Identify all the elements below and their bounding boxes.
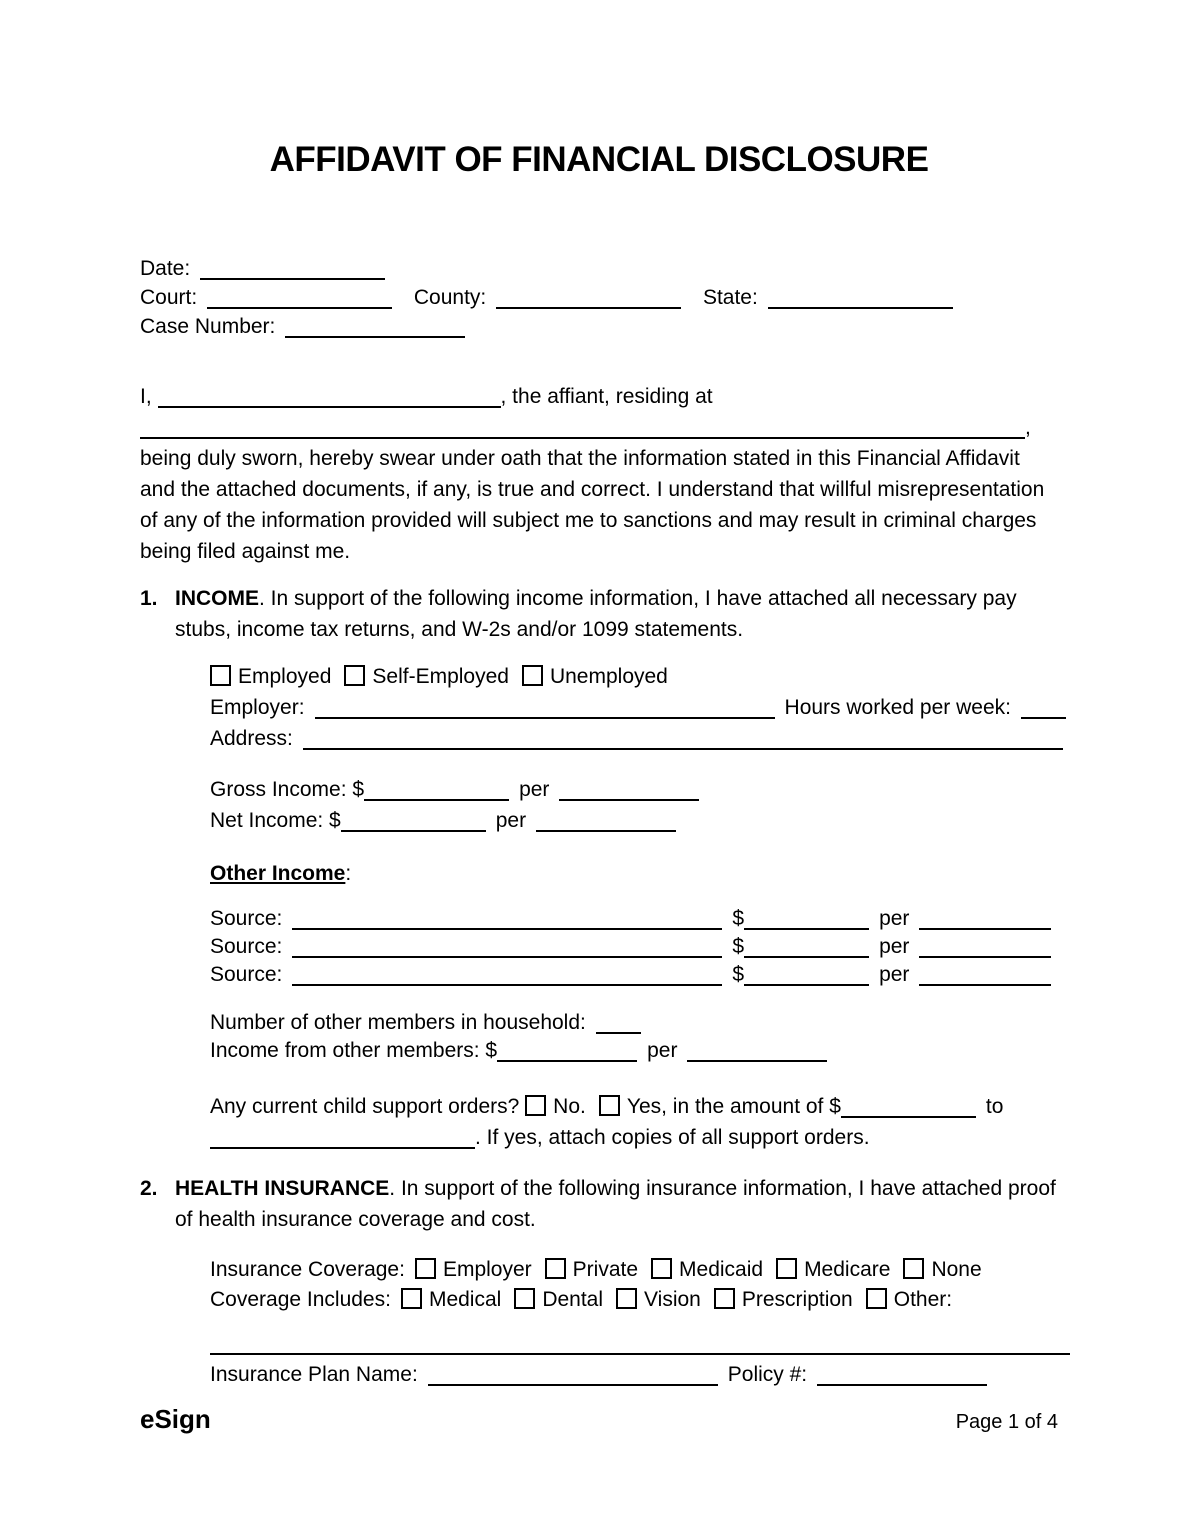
coverage-employer-checkbox[interactable]	[415, 1258, 436, 1279]
unemployed-label: Unemployed	[549, 665, 668, 688]
county-label: County:	[413, 286, 487, 309]
case-number-row	[140, 312, 1058, 341]
affiant-intro-prefix: I,	[140, 385, 152, 408]
page-indicator: Page 1 of 4	[955, 1411, 1058, 1433]
insurance-section	[140, 1173, 1058, 1390]
child-support-if-yes-text: . If yes, attach copies of all support orders.	[475, 1126, 870, 1149]
source-1-dollar: $	[732, 907, 745, 930]
state-label: State:	[702, 286, 758, 309]
insurance-plan-row	[210, 1359, 1070, 1390]
coverage-medicare-label: Medicare	[804, 1258, 891, 1281]
hours-per-week-label: Hours worked per week:	[784, 696, 1011, 719]
child-support-no-checkbox[interactable]	[525, 1095, 546, 1116]
source-1-per-label: per	[879, 907, 910, 930]
source-1-amount-blank[interactable]	[744, 908, 869, 930]
insurance-section-body	[175, 1173, 1070, 1390]
income-section-description: . In support of the following income information, I have attached all necessary pay stubs, income tax returns, and W-2s and/or 1099 statements.	[175, 587, 1017, 641]
source-2-amount-blank[interactable]	[744, 936, 869, 958]
source-3-label: Source:	[210, 963, 283, 986]
includes-other-label: Other:	[893, 1288, 953, 1311]
coverage-medicare-checkbox[interactable]	[776, 1258, 797, 1279]
insurance-section-heading	[175, 1173, 1070, 1235]
affiant-intro-suffix: , the affiant, residing at	[500, 385, 713, 408]
coverage-includes-label: Coverage Includes:	[210, 1288, 391, 1311]
child-support-yes-label: Yes, in the amount of $	[626, 1095, 841, 1118]
employer-label: Employer:	[210, 696, 305, 719]
policy-number-blank[interactable]	[817, 1364, 987, 1386]
case-number-label: Case Number:	[140, 315, 276, 338]
court-blank[interactable]	[207, 287, 392, 309]
insurance-section-number: 2.	[140, 1177, 158, 1200]
includes-dental-checkbox[interactable]	[514, 1288, 535, 1309]
other-coverage-blank[interactable]	[210, 1333, 1070, 1355]
insurance-plan-name-label: Insurance Plan Name:	[210, 1363, 418, 1386]
income-section-heading	[175, 583, 1066, 645]
coverage-medicaid-label: Medicaid	[679, 1258, 764, 1281]
residence-address-blank[interactable]	[140, 417, 1025, 439]
members-income-label: Income from other members: $	[210, 1039, 498, 1062]
includes-vision-label: Vision	[644, 1288, 701, 1311]
income-section-number: 1.	[140, 587, 158, 610]
date-label: Date:	[140, 257, 191, 280]
insurance-section-description: . In support of the following insurance information, I have attached proof of health insurance coverage and cost.	[175, 1177, 1056, 1231]
employed-checkbox[interactable]	[210, 665, 231, 686]
members-income-period-blank[interactable]	[687, 1040, 827, 1062]
source-3-period-blank[interactable]	[919, 964, 1051, 986]
household-block	[210, 1009, 1066, 1065]
page-content	[0, 138, 1183, 1390]
household-members-row	[210, 1009, 1066, 1037]
state-blank[interactable]	[768, 287, 953, 309]
self-employed-checkbox[interactable]	[344, 665, 365, 686]
source-row-1	[210, 905, 1066, 933]
source-3-dollar: $	[732, 963, 745, 986]
net-income-label: Net Income: $	[210, 809, 341, 832]
source-1-name-blank[interactable]	[292, 908, 722, 930]
source-row-2	[210, 933, 1066, 961]
insurance-details	[210, 1255, 1070, 1390]
household-members-label: Number of other members in household:	[210, 1011, 586, 1034]
includes-prescription-checkbox[interactable]	[714, 1288, 735, 1309]
coverage-private-label: Private	[572, 1258, 639, 1281]
affiant-name-blank[interactable]	[158, 386, 501, 408]
coverage-includes-row	[210, 1285, 1070, 1315]
esign-logo: eSign	[140, 1404, 211, 1434]
source-row-3	[210, 961, 1066, 989]
policy-number-label: Policy #:	[727, 1363, 808, 1386]
other-coverage-row	[210, 1329, 1070, 1359]
coverage-none-label: None	[931, 1258, 982, 1281]
employer-row	[210, 692, 1066, 723]
page-footer	[140, 1404, 1058, 1438]
income-section-body	[175, 583, 1066, 1153]
includes-prescription-label: Prescription	[741, 1288, 853, 1311]
gross-income-period-blank[interactable]	[559, 779, 699, 801]
insurance-coverage-row	[210, 1255, 1070, 1285]
hours-per-week-blank[interactable]	[1021, 697, 1066, 719]
source-2-dollar: $	[732, 935, 745, 958]
employer-blank[interactable]	[315, 697, 775, 719]
source-3-name-blank[interactable]	[292, 964, 722, 986]
source-2-per-label: per	[879, 935, 910, 958]
insurance-section-title: HEALTH INSURANCE	[175, 1177, 390, 1200]
income-section	[140, 583, 1058, 1153]
employer-address-row	[210, 723, 1066, 754]
includes-dental-label: Dental	[542, 1288, 604, 1311]
affiant-intro-line	[140, 381, 1058, 412]
court-label: Court:	[140, 286, 198, 309]
employed-label: Employed	[238, 665, 332, 688]
source-3-per-label: per	[879, 963, 910, 986]
child-support-to-label: to	[985, 1095, 1004, 1118]
employment-status-row	[210, 661, 1066, 692]
child-support-yes-checkbox[interactable]	[599, 1095, 620, 1116]
child-support-recipient-blank[interactable]	[210, 1127, 475, 1149]
members-income-amount-blank[interactable]	[497, 1040, 637, 1062]
child-support-no-label: No.	[553, 1095, 586, 1118]
net-income-row	[210, 805, 1066, 836]
includes-vision-checkbox[interactable]	[616, 1288, 637, 1309]
child-support-amount-blank[interactable]	[841, 1096, 976, 1118]
coverage-employer-label: Employer	[442, 1258, 532, 1281]
oath-body-text: being duly sworn, hereby swear under oath that the information stated in this Financial Affidavit and the attached documents, if any, is true and correct. I understand that willful misrepresentation of any of the information provided will subject me to sanctions and may result in criminal charges being filed against me.	[140, 447, 1045, 563]
case-number-blank[interactable]	[285, 316, 465, 338]
includes-medical-checkbox[interactable]	[401, 1288, 422, 1309]
source-2-period-blank[interactable]	[919, 936, 1051, 958]
net-income-per-label: per	[495, 809, 527, 832]
insurance-coverage-label: Insurance Coverage:	[210, 1258, 405, 1281]
gross-income-row	[210, 774, 1066, 805]
employer-address-label: Address:	[210, 727, 293, 750]
source-1-label: Source:	[210, 907, 283, 930]
child-support-question-row	[210, 1091, 1066, 1122]
case-header-fields	[140, 254, 1058, 341]
county-blank[interactable]	[496, 287, 681, 309]
employer-address-blank[interactable]	[303, 728, 1063, 750]
net-income-amount-blank[interactable]	[341, 810, 486, 832]
residence-address-line	[140, 412, 1058, 443]
insurance-plan-name-blank[interactable]	[428, 1364, 718, 1386]
includes-other-checkbox[interactable]	[866, 1288, 887, 1309]
document-title: AFFIDAVIT OF FINANCIAL DISCLOSURE	[269, 140, 929, 179]
source-3-amount-blank[interactable]	[744, 964, 869, 986]
income-section-title: INCOME	[175, 587, 259, 610]
includes-medical-label: Medical	[428, 1288, 502, 1311]
coverage-none-checkbox[interactable]	[903, 1258, 924, 1279]
net-income-period-blank[interactable]	[536, 810, 676, 832]
insurance-coverage-block	[210, 1255, 1070, 1315]
gross-income-label: Gross Income: $	[210, 778, 365, 801]
oath-statement	[140, 381, 1058, 567]
other-income-heading	[210, 858, 1066, 889]
members-income-per-label: per	[647, 1039, 678, 1062]
self-employed-label: Self-Employed	[372, 665, 509, 688]
date-blank[interactable]	[200, 258, 385, 280]
unemployed-checkbox[interactable]	[522, 665, 543, 686]
court-row	[140, 283, 1058, 312]
child-support-question: Any current child support orders?	[210, 1095, 520, 1118]
source-2-label: Source:	[210, 935, 283, 958]
household-members-blank[interactable]	[596, 1012, 641, 1034]
source-1-period-blank[interactable]	[919, 908, 1051, 930]
members-income-row	[210, 1037, 1066, 1065]
other-income-title: Other Income	[210, 862, 346, 885]
other-income-sources	[210, 905, 1066, 989]
child-support-recipient-row	[210, 1122, 1066, 1153]
child-support-block	[210, 1091, 1066, 1153]
other-income-colon: :	[345, 862, 352, 885]
coverage-private-checkbox[interactable]	[545, 1258, 566, 1279]
source-2-name-blank[interactable]	[292, 936, 722, 958]
income-details	[210, 661, 1066, 1153]
coverage-medicaid-checkbox[interactable]	[651, 1258, 672, 1279]
gross-income-amount-blank[interactable]	[364, 779, 509, 801]
date-row	[140, 254, 1058, 283]
address-line-comma: ,	[1025, 416, 1031, 439]
gross-income-per-label: per	[519, 778, 550, 801]
